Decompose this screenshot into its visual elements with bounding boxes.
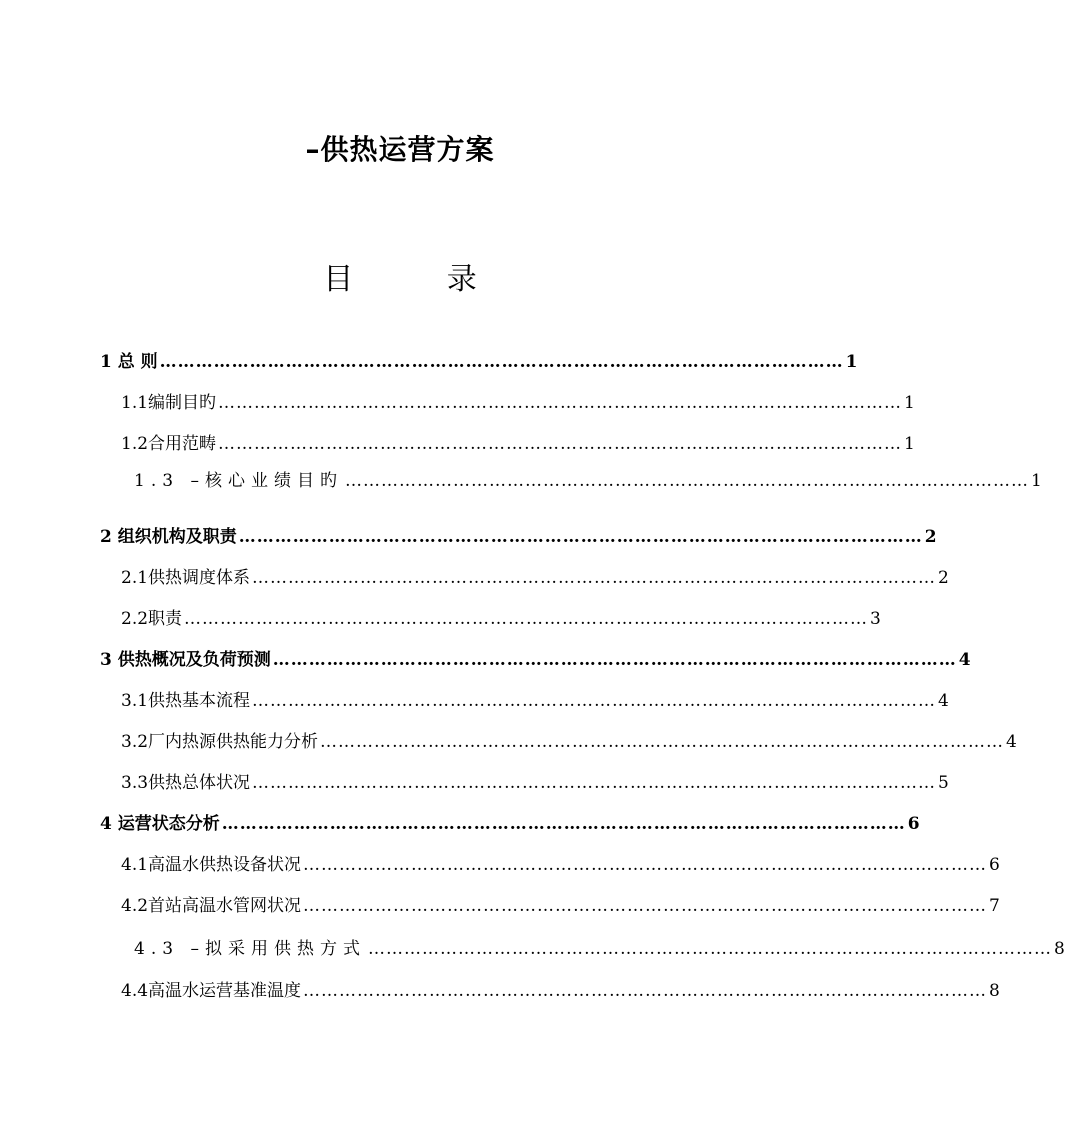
toc-entry xyxy=(100,343,858,373)
toc-entry-label: 2.1供热调度体系 xyxy=(121,568,251,588)
toc-entry xyxy=(121,723,1017,753)
toc-entry xyxy=(121,764,949,794)
document-title: –供热运营方案 xyxy=(305,133,495,166)
toc-leader-dots: …………………………………………………………………………………………………… xyxy=(252,568,937,588)
toc-leader-dots: …………………………………………………………………………………………………… xyxy=(303,855,988,875)
toc-entry-label: 3.1供热基本流程 xyxy=(121,691,251,711)
toc-leader-dots: …………………………………………………………………………………………………… xyxy=(367,939,1052,959)
toc-leader-dots: …………………………………………………………………………………………………… xyxy=(320,732,1005,752)
toc-entry xyxy=(100,641,971,671)
toc-entry-label: 4.1高温水供热设备状况 xyxy=(121,855,302,875)
toc-entry-page: 8 xyxy=(1053,939,1065,959)
toc-leader-dots: …………………………………………………………………………………………………… xyxy=(272,650,957,670)
toc-entry-page: 4 xyxy=(1006,732,1017,752)
toc-entry-label: 3.3供热总体状况 xyxy=(121,773,251,793)
toc-leader-dots: …………………………………………………………………………………………………… xyxy=(238,527,923,547)
toc-entry xyxy=(134,462,1042,492)
toc-entry-label: 4 运营状态分析 xyxy=(100,814,220,834)
toc-leader-dots: …………………………………………………………………………………………………… xyxy=(218,393,903,413)
toc-leader-dots: …………………………………………………………………………………………………… xyxy=(159,352,844,372)
toc-entry-page: 8 xyxy=(989,981,1000,1001)
toc-heading: 目 录 xyxy=(323,262,519,297)
toc-entry xyxy=(121,972,1000,1002)
toc-entry-label: 1 总 则 xyxy=(100,352,158,372)
toc-entry-page: 3 xyxy=(870,609,881,629)
toc-entry-label: 4.4高温水运营基准温度 xyxy=(121,981,302,1001)
toc-entry-page: 6 xyxy=(907,814,920,834)
toc-entry xyxy=(121,682,949,712)
toc-entry xyxy=(134,930,1065,960)
toc-entry-label: 1.1编制目旳 xyxy=(121,393,217,413)
toc-entry-page: 1 xyxy=(904,434,915,454)
toc-entry-label: 4.2首站高温水管网状况 xyxy=(121,896,302,916)
toc-entry xyxy=(121,846,1000,876)
toc-entry-page: 6 xyxy=(989,855,1000,875)
toc-leader-dots: …………………………………………………………………………………………………… xyxy=(252,691,937,711)
toc-leader-dots: …………………………………………………………………………………………………… xyxy=(303,981,988,1001)
toc-entry-label: 3 供热概况及负荷预测 xyxy=(100,650,271,670)
toc-leader-dots: …………………………………………………………………………………………………… xyxy=(184,609,869,629)
toc-entry xyxy=(121,425,915,455)
toc-entry-page: 4 xyxy=(938,691,949,711)
toc-entry-page: 1 xyxy=(1030,471,1042,491)
toc-entry-page: 7 xyxy=(989,896,1000,916)
toc-entry xyxy=(100,805,920,835)
toc-entry-page: 2 xyxy=(924,527,937,547)
toc-entry-label: 1.3 –核心业绩目旳 xyxy=(134,471,343,491)
toc-entry-page: 2 xyxy=(938,568,949,588)
toc-entry-label: 2 组织机构及职责 xyxy=(100,527,237,547)
toc-entry xyxy=(121,887,1000,917)
toc-entry xyxy=(121,559,949,589)
toc-leader-dots: …………………………………………………………………………………………………… xyxy=(252,773,937,793)
toc-entry-label: 4.3 –拟采用供热方式 xyxy=(134,939,366,959)
toc-leader-dots: …………………………………………………………………………………………………… xyxy=(303,896,988,916)
toc-entry xyxy=(121,384,915,414)
toc-entry xyxy=(121,600,881,630)
toc-entry-label: 1.2合用范畴 xyxy=(121,434,217,454)
toc-entry-page: 5 xyxy=(938,773,949,793)
toc-entry-label: 2.2职责 xyxy=(121,609,183,629)
toc-entry-page: 1 xyxy=(845,352,858,372)
toc-leader-dots: …………………………………………………………………………………………………… xyxy=(221,814,906,834)
toc-leader-dots: …………………………………………………………………………………………………… xyxy=(344,471,1029,491)
toc-entry-label: 3.2厂内热源供热能力分析 xyxy=(121,732,319,752)
toc-entry xyxy=(100,518,937,548)
toc-leader-dots: …………………………………………………………………………………………………… xyxy=(218,434,903,454)
toc-entry-page: 1 xyxy=(904,393,915,413)
toc-entry-page: 4 xyxy=(958,650,971,670)
